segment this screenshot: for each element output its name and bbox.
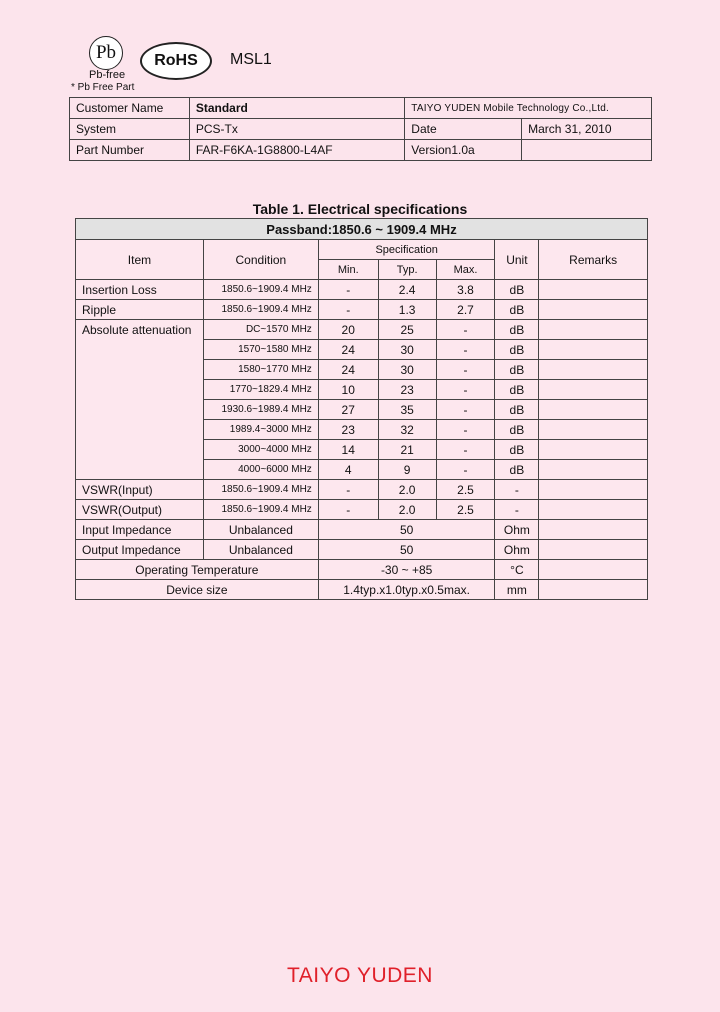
col-specification: Specification <box>318 240 495 260</box>
version-value: Version1.0a <box>405 140 522 161</box>
pb-free-logo: Pb <box>89 36 123 70</box>
row-typ: 21 <box>378 440 436 460</box>
row-condition: 1989.4~3000 MHz <box>203 420 318 440</box>
customer-label: Customer Name <box>70 98 190 119</box>
empty-cell <box>522 140 652 161</box>
row-remarks <box>539 580 648 600</box>
row-condition: 4000~6000 MHz <box>203 460 318 480</box>
row-min: 14 <box>318 440 378 460</box>
msl-label: MSL1 <box>230 51 272 68</box>
col-typ: Typ. <box>378 260 436 280</box>
row-condition: 1770~1829.4 MHz <box>203 380 318 400</box>
row-min: 24 <box>318 360 378 380</box>
row-typ: 30 <box>378 340 436 360</box>
row-item: Output Impedance <box>76 540 204 560</box>
row-item: Input Impedance <box>76 520 204 540</box>
row-min: - <box>318 280 378 300</box>
row-min: - <box>318 480 378 500</box>
row-item: VSWR(Output) <box>76 500 204 520</box>
system-label: System <box>70 119 190 140</box>
row-unit: dB <box>495 380 539 400</box>
row-value: -30 ~ +85 <box>318 560 495 580</box>
row-remarks <box>539 540 648 560</box>
row-remarks <box>539 460 648 480</box>
row-max: - <box>436 340 495 360</box>
row-unit: mm <box>495 580 539 600</box>
row-typ: 2.0 <box>378 500 436 520</box>
row-unit: dB <box>495 420 539 440</box>
row-typ: 9 <box>378 460 436 480</box>
col-unit: Unit <box>495 240 539 280</box>
pb-free-note: * Pb Free Part <box>71 82 135 93</box>
row-typ: 50 <box>318 520 495 540</box>
company-name: TAIYO YUDEN Mobile Technology Co.,Ltd. <box>405 98 652 119</box>
passband-header: Passband:1850.6 ~ 1909.4 MHz <box>76 219 648 240</box>
row-condition: Unbalanced <box>203 520 318 540</box>
row-unit: dB <box>495 300 539 320</box>
row-max: - <box>436 320 495 340</box>
row-max: 2.5 <box>436 480 495 500</box>
col-min: Min. <box>318 260 378 280</box>
row-min: 20 <box>318 320 378 340</box>
row-item: Ripple <box>76 300 204 320</box>
row-remarks <box>539 560 648 580</box>
customer-value: Standard <box>189 98 404 119</box>
row-remarks <box>539 300 648 320</box>
row-remarks <box>539 520 648 540</box>
table-row <box>76 300 648 320</box>
row-max: - <box>436 440 495 460</box>
row-min: 4 <box>318 460 378 480</box>
row-min: 27 <box>318 400 378 420</box>
row-unit: dB <box>495 320 539 340</box>
row-remarks <box>539 280 648 300</box>
row-unit: dB <box>495 360 539 380</box>
row-unit: Ohm <box>495 520 539 540</box>
row-remarks <box>539 420 648 440</box>
row-remarks <box>539 320 648 340</box>
table-row <box>76 580 648 600</box>
row-max: - <box>436 380 495 400</box>
table-row <box>76 540 648 560</box>
row-remarks <box>539 440 648 460</box>
row-remarks <box>539 380 648 400</box>
rohs-logo: RoHS <box>140 42 212 80</box>
row-condition: 3000~4000 MHz <box>203 440 318 460</box>
row-typ: 50 <box>318 540 495 560</box>
row-unit: - <box>495 500 539 520</box>
row-min: 23 <box>318 420 378 440</box>
row-item: Operating Temperature <box>76 560 319 580</box>
electrical-spec-table <box>75 218 648 600</box>
row-item: Device size <box>76 580 319 600</box>
row-condition: 1850.6~1909.4 MHz <box>203 280 318 300</box>
row-typ: 1.3 <box>378 300 436 320</box>
row-min: - <box>318 300 378 320</box>
row-unit: dB <box>495 340 539 360</box>
header-info-table <box>69 97 652 161</box>
row-condition: 1580~1770 MHz <box>203 360 318 380</box>
row-item: Absolute attenuation <box>76 320 204 480</box>
row-remarks <box>539 340 648 360</box>
table-row <box>76 500 648 520</box>
row-max: 3.8 <box>436 280 495 300</box>
row-unit: dB <box>495 400 539 420</box>
row-condition: 1850.6~1909.4 MHz <box>203 480 318 500</box>
col-condition: Condition <box>203 240 318 280</box>
system-value: PCS-Tx <box>189 119 404 140</box>
table-row <box>76 480 648 500</box>
table-title: Table 1. Electrical specifications <box>252 201 468 217</box>
row-unit: dB <box>495 460 539 480</box>
row-max: - <box>436 400 495 420</box>
row-remarks <box>539 360 648 380</box>
row-condition: DC~1570 MHz <box>203 320 318 340</box>
table-row <box>76 560 648 580</box>
footer-brand-logo: TAIYO YUDEN <box>287 964 433 987</box>
row-typ: 2.0 <box>378 480 436 500</box>
row-max: - <box>436 360 495 380</box>
date-label: Date <box>405 119 522 140</box>
date-value: March 31, 2010 <box>522 119 652 140</box>
row-typ: 32 <box>378 420 436 440</box>
table-row <box>76 320 648 340</box>
row-condition: 1850.6~1909.4 MHz <box>203 500 318 520</box>
col-max: Max. <box>436 260 495 280</box>
row-item: VSWR(Input) <box>76 480 204 500</box>
row-max: 2.7 <box>436 300 495 320</box>
row-typ: 2.4 <box>378 280 436 300</box>
row-unit: °C <box>495 560 539 580</box>
row-max: - <box>436 460 495 480</box>
row-unit: Ohm <box>495 540 539 560</box>
row-item: Insertion Loss <box>76 280 204 300</box>
row-typ: 30 <box>378 360 436 380</box>
row-typ: 35 <box>378 400 436 420</box>
row-unit: - <box>495 480 539 500</box>
row-unit: dB <box>495 440 539 460</box>
row-typ: 23 <box>378 380 436 400</box>
table-row <box>76 280 648 300</box>
row-typ: 25 <box>378 320 436 340</box>
row-max: - <box>436 420 495 440</box>
part-label: Part Number <box>70 140 190 161</box>
row-min: - <box>318 500 378 520</box>
row-max: 2.5 <box>436 500 495 520</box>
row-condition: Unbalanced <box>203 540 318 560</box>
row-condition: 1570~1580 MHz <box>203 340 318 360</box>
row-unit: dB <box>495 280 539 300</box>
row-condition: 1930.6~1989.4 MHz <box>203 400 318 420</box>
row-value: 1.4typ.x1.0typ.x0.5max. <box>318 580 495 600</box>
row-min: 10 <box>318 380 378 400</box>
col-item: Item <box>76 240 204 280</box>
row-min: 24 <box>318 340 378 360</box>
part-value: FAR-F6KA-1G8800-L4AF <box>189 140 404 161</box>
col-remarks: Remarks <box>539 240 648 280</box>
pb-free-label: Pb-free <box>89 69 126 81</box>
row-remarks <box>539 400 648 420</box>
row-condition: 1850.6~1909.4 MHz <box>203 300 318 320</box>
row-remarks <box>539 500 648 520</box>
table-row <box>76 520 648 540</box>
row-remarks <box>539 480 648 500</box>
